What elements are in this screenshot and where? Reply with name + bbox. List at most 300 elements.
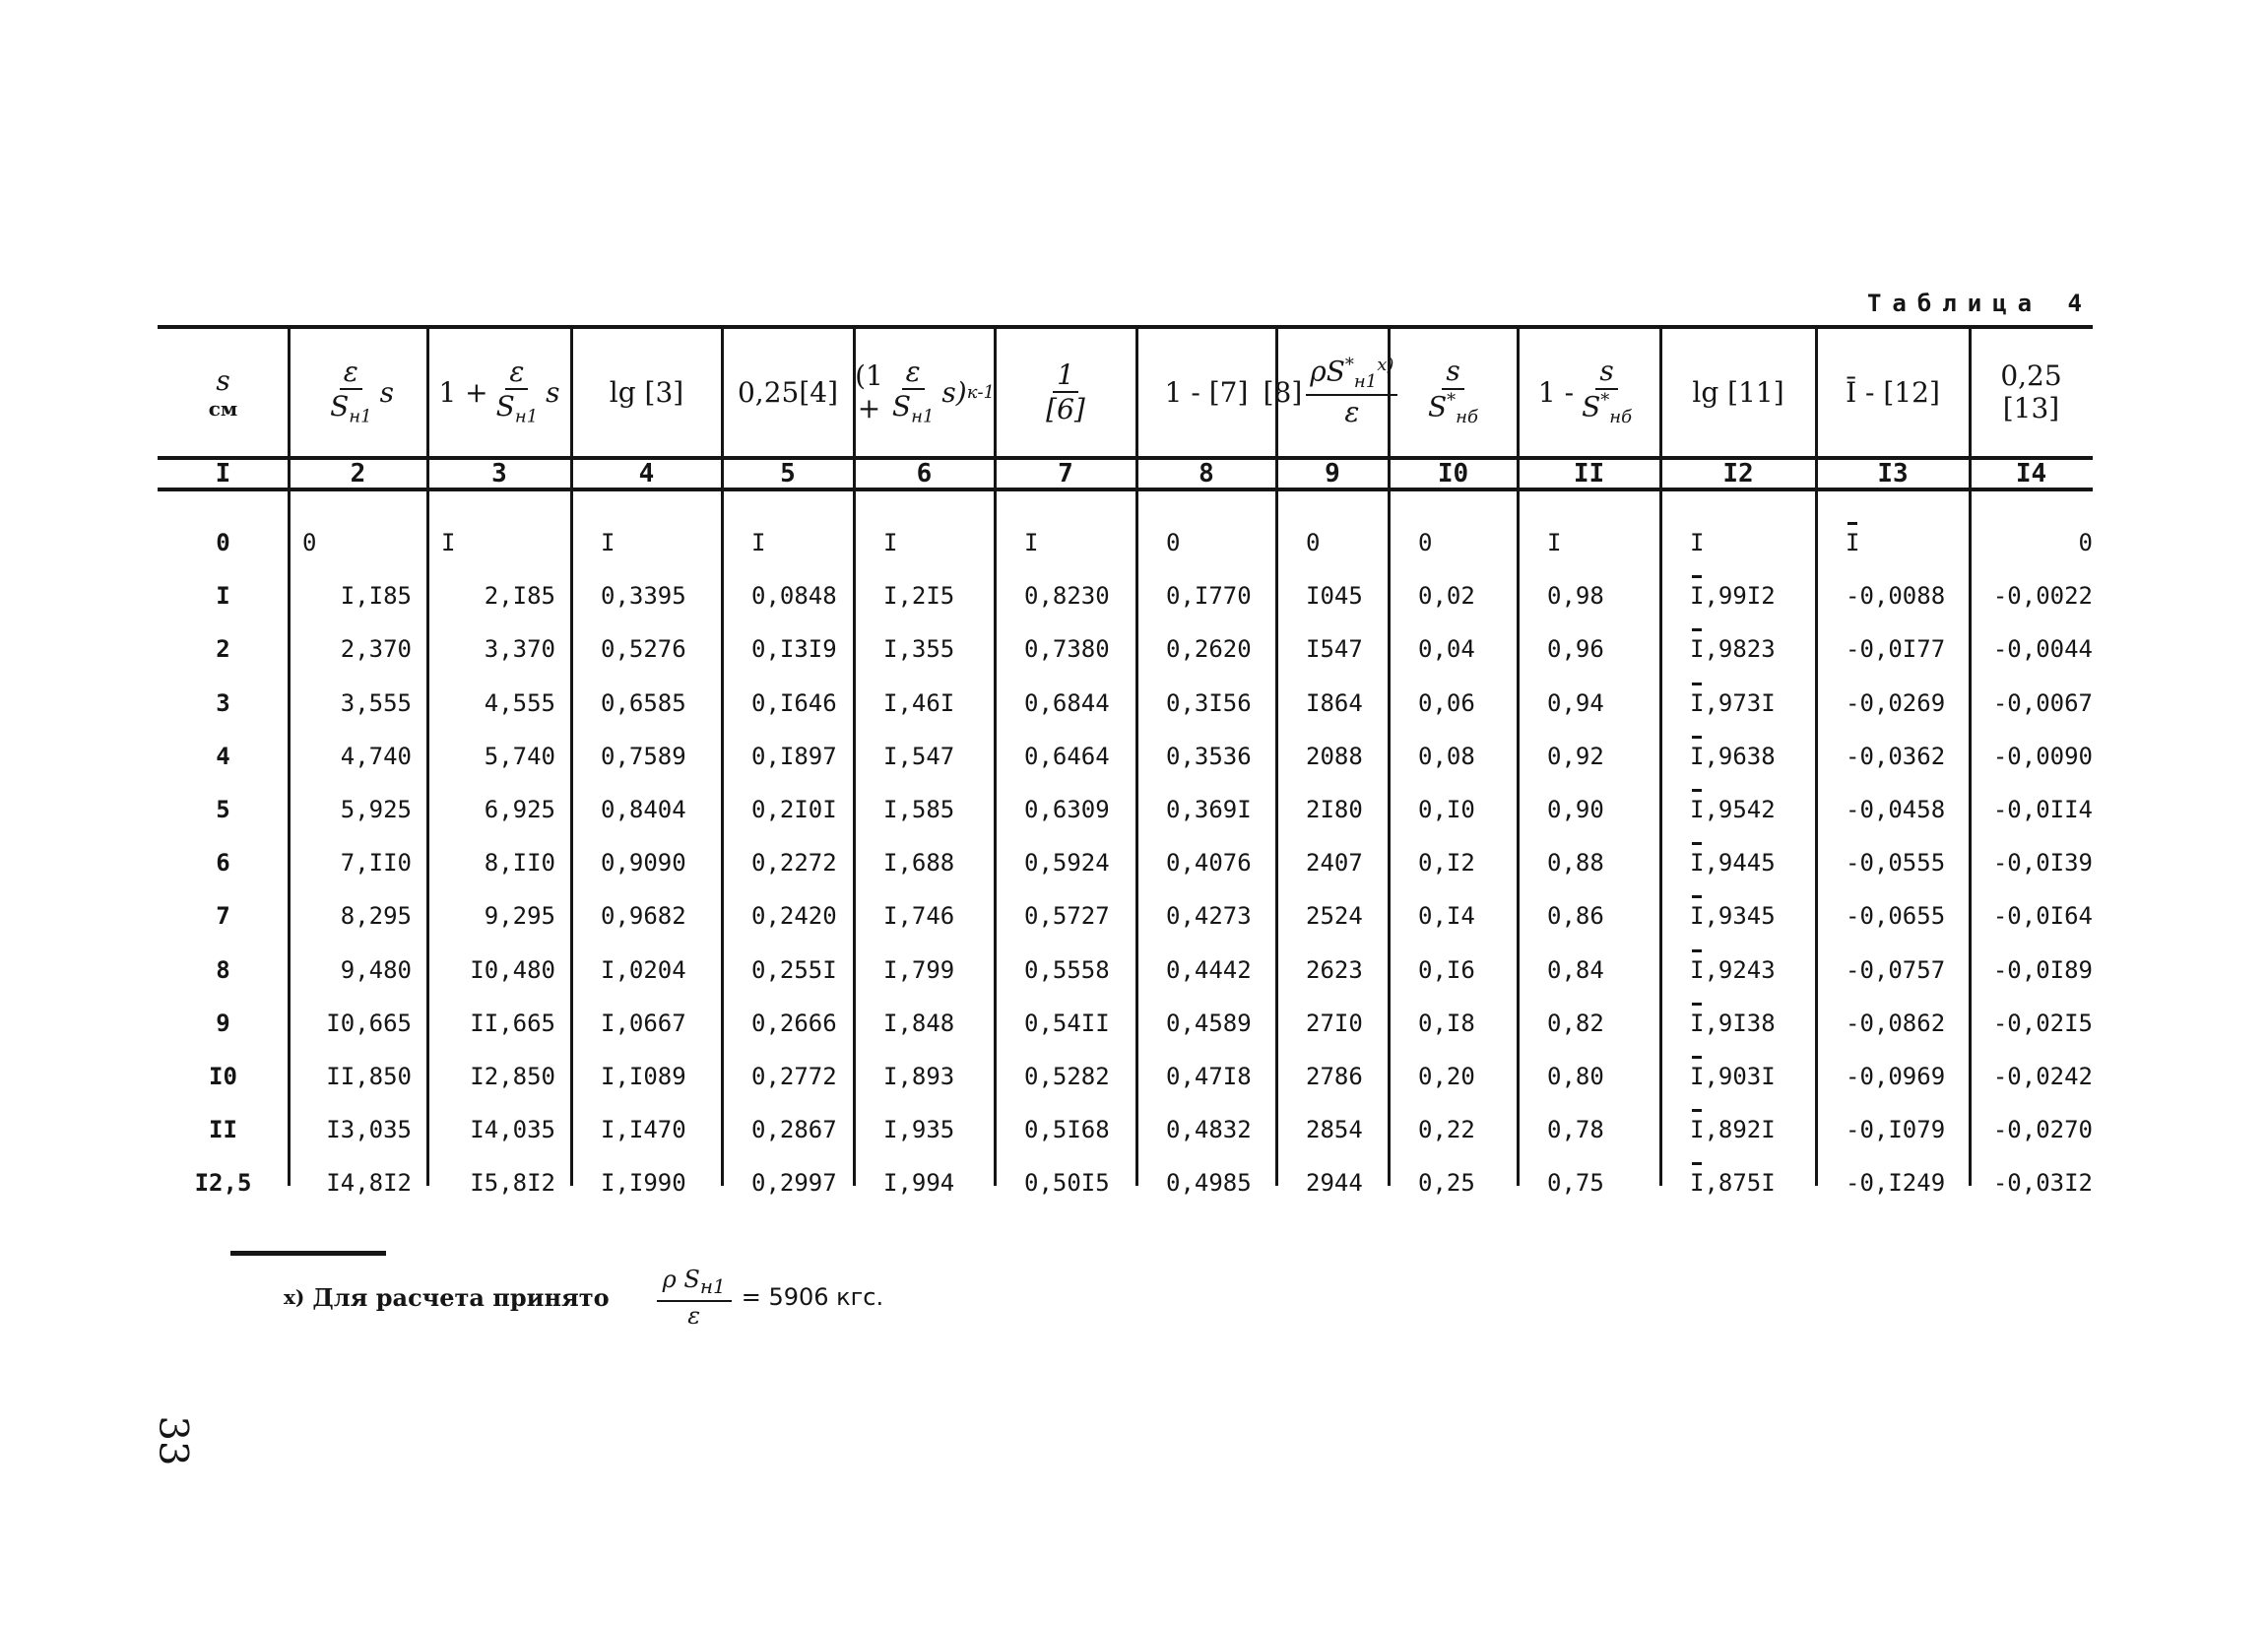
header-exponent: к-1: [966, 381, 995, 403]
table-cell: 0,6464: [1024, 742, 1110, 770]
column-number: 3: [491, 459, 507, 488]
header-cell: [1970, 335, 2093, 449]
bar-digit: I: [1690, 849, 1705, 878]
table-cell: 0,80: [1547, 1063, 1604, 1090]
header-den-text: [6]: [1046, 393, 1085, 425]
table-cell: -0,I079: [1846, 1116, 1946, 1144]
table-cell: 0: [1306, 529, 1321, 556]
table-cell: I,994: [883, 1169, 955, 1198]
column-separator: [1969, 329, 1972, 1186]
column-separator: [1135, 329, 1138, 1186]
header-fraction: [492, 355, 543, 427]
table-cell: 2088: [1306, 742, 1363, 770]
table-cell: II,665: [470, 1009, 555, 1037]
footnote: [284, 1266, 883, 1330]
table-cell: 0,I6: [1418, 955, 1475, 984]
table-cell: I,893: [883, 1063, 955, 1090]
footnote-frac-num: ρ S: [662, 1266, 700, 1293]
table-cell: 0,86: [1547, 902, 1604, 931]
table-cell: 0,6585: [601, 688, 686, 717]
bar-digit: I: [1690, 635, 1705, 664]
footnote-frac-den: ε: [687, 1301, 701, 1330]
table-cell: I: [216, 582, 230, 611]
header-denominator: [492, 390, 543, 426]
column-number: 9: [1325, 459, 1340, 488]
header-symbol: s: [216, 363, 230, 397]
table-cell: 4,555: [484, 688, 555, 717]
table-cell: I,9445: [1690, 849, 1776, 878]
page-number: 33: [150, 1415, 196, 1466]
header-lead: 1 -: [1537, 375, 1575, 409]
table-cell: 0,255I: [751, 955, 837, 984]
table-cell: 0,3395: [601, 582, 686, 611]
table-cell: 0,7380: [1024, 635, 1110, 664]
header-num-text: 1: [1057, 358, 1074, 391]
table-cell: 0,8230: [1024, 582, 1110, 611]
table-cell: -0,0862: [1846, 1009, 1946, 1037]
table-cell: 0,6844: [1024, 688, 1110, 717]
bar-digit: I: [1690, 742, 1705, 770]
table-cell: 0,6309: [1024, 796, 1110, 823]
table-cell: 0,I770: [1166, 582, 1252, 611]
table-cell: 2I80: [1306, 796, 1363, 823]
column-separator: [994, 329, 997, 1186]
table-cell: I,9823: [1690, 635, 1776, 664]
table-cell: -0,0555: [1846, 849, 1946, 878]
table-cell: 0,I3I9: [751, 635, 837, 664]
table-cell: 0,7589: [601, 742, 686, 770]
header-numerator: [1595, 357, 1617, 389]
table-cell: 0,9090: [601, 849, 686, 878]
column-separator: [1659, 329, 1662, 1186]
header-text: 0,25[4]: [737, 375, 838, 409]
table-cell: -0,0022: [1992, 582, 2093, 611]
table-cell: I3,035: [326, 1116, 412, 1144]
table-cell: 0,78: [1547, 1116, 1604, 1144]
footnote-value: = 5906 кгс.: [741, 1283, 884, 1312]
table-cell: I: [1547, 529, 1562, 556]
table-cell: 4: [216, 742, 230, 770]
header-fraction: [1424, 357, 1482, 426]
table-cell: I0,480: [470, 955, 555, 984]
header-cell: [427, 335, 571, 449]
header-denominator: [1424, 390, 1482, 427]
header-lead: [8]: [1263, 375, 1303, 409]
column-separator: [853, 329, 856, 1186]
header-num-text: s: [1446, 355, 1460, 388]
table-cell: I,585: [883, 796, 955, 823]
table-cell: 2,I85: [484, 582, 555, 611]
table-cell: I,I85: [340, 582, 412, 611]
table-cell: II: [209, 1116, 237, 1144]
header-numerator: [505, 355, 528, 390]
header-denominator: [1340, 396, 1363, 429]
table-cell: 0: [302, 529, 317, 556]
table-cell: 0,75: [1547, 1169, 1604, 1198]
table-cell: 9,480: [340, 955, 412, 984]
table-cell: I,46I: [883, 688, 955, 717]
header-num-text: s: [1599, 355, 1614, 388]
table-cell: 0,88: [1547, 849, 1604, 878]
table-cell: 2854: [1306, 1116, 1363, 1144]
table-cell: 5,925: [340, 796, 412, 823]
table-cell: 0,08: [1418, 742, 1475, 770]
table-cell: 5,740: [484, 742, 555, 770]
table-cell: -0,0I77: [1846, 635, 1946, 664]
table-cell: 0,5282: [1024, 1063, 1110, 1090]
table-cell: I: [601, 529, 616, 556]
table-cell: -0,0I64: [1992, 902, 2093, 931]
header-tail: s): [941, 375, 967, 409]
header-denominator: [326, 390, 376, 426]
footnote-mark: x): [284, 1285, 305, 1310]
header-num-text: ε: [905, 355, 921, 388]
table-cell: 27I0: [1306, 1009, 1363, 1037]
table-cell: 6: [216, 849, 230, 878]
header-den-text: S: [891, 389, 912, 423]
table-cell: 0,54II: [1024, 1009, 1110, 1037]
table-cell: 0,I0: [1418, 796, 1475, 823]
table-cell: -0,02I5: [1992, 1009, 2093, 1037]
bar-digit: I: [1690, 688, 1705, 717]
table-cell: I,9I38: [1690, 1009, 1776, 1037]
table-cell: 0,4076: [1166, 849, 1252, 878]
table-cell: I0,665: [326, 1009, 412, 1037]
column-separator: [1275, 329, 1278, 1186]
table-cell: 7,II0: [340, 849, 412, 878]
table-cell: 0,5727: [1024, 902, 1110, 931]
table-cell: 0,5924: [1024, 849, 1110, 878]
table-cell: -0,0969: [1846, 1063, 1946, 1090]
table-cell: 0,84: [1547, 955, 1604, 984]
header-tail: s: [546, 375, 560, 409]
table-cell: 0,0848: [751, 582, 837, 611]
table-cell: I045: [1306, 582, 1363, 611]
footnote-frac-num-sub: н1: [699, 1273, 726, 1298]
table-cell: 0,3536: [1166, 742, 1252, 770]
table-cell: 0: [1166, 529, 1181, 556]
table-cell: 0,I2: [1418, 849, 1475, 878]
table-cell: 0,369I: [1166, 796, 1252, 823]
footnote-text: Для расчета принято: [312, 1282, 610, 1312]
table-cell: 0,04: [1418, 635, 1475, 664]
column-number: 4: [638, 459, 655, 488]
table-cell: 5: [216, 796, 230, 823]
table-cell: I,688: [883, 849, 955, 878]
header-lead: 1 +: [438, 375, 488, 409]
table-cell: 0,2I0I: [751, 796, 837, 823]
header-den-text: S: [495, 389, 515, 423]
header-den-text: ε: [1344, 396, 1360, 429]
table-cell: I,355: [883, 635, 955, 664]
column-number: I: [215, 459, 231, 488]
table-cell: I,547: [883, 742, 955, 770]
header-den-sup: *: [1600, 389, 1610, 411]
table-cell: 0,94: [1547, 688, 1604, 717]
header-num-text: ε: [509, 355, 525, 388]
header-num-text: ρS: [1310, 355, 1345, 388]
table-cell: I,973I: [1690, 688, 1776, 717]
table-cell: 0,2867: [751, 1116, 837, 1144]
table-cell: 0,2997: [751, 1169, 837, 1198]
table-cell: 3,555: [340, 688, 412, 717]
table-cell: 0,I4: [1418, 902, 1475, 931]
column-separator: [1517, 329, 1520, 1186]
header-denominator: [888, 390, 939, 426]
header-text: lg [11]: [1692, 375, 1784, 409]
table-cell: -0,I249: [1846, 1169, 1946, 1198]
footnote-rule: [230, 1251, 386, 1256]
table-cell: 2623: [1306, 955, 1363, 984]
column-separator: [426, 329, 429, 1186]
table-cell: 0,4442: [1166, 955, 1252, 984]
table-cell: -0,0I89: [1992, 955, 2093, 984]
header-numerator: [1306, 357, 1397, 396]
table-cell: I2,850: [470, 1063, 555, 1090]
table-cell: 9: [216, 1009, 230, 1037]
column-number: 6: [916, 459, 933, 488]
table-cell: 0,9682: [601, 902, 686, 931]
table-cell: 0,I8: [1418, 1009, 1475, 1037]
table-cell: 0,22: [1418, 1116, 1475, 1144]
bar-digit: I: [1690, 955, 1705, 984]
table-cell: 2524: [1306, 902, 1363, 931]
table-cell: I5,8I2: [470, 1169, 555, 1198]
table-cell: 0: [2078, 529, 2093, 556]
table-cell: 2407: [1306, 849, 1363, 878]
table-cell: 8,295: [340, 902, 412, 931]
header-cell: [1518, 335, 1660, 449]
bar-digit: I: [1690, 902, 1705, 931]
table-cell: 8: [216, 955, 230, 984]
bar-digit: I: [1690, 1063, 1705, 1090]
column-number: I4: [2015, 459, 2047, 488]
column-separator: [721, 329, 724, 1186]
table-cell: -0,0242: [1992, 1063, 2093, 1090]
table-cell: 0,5I68: [1024, 1116, 1110, 1144]
table-cell: 0,92: [1547, 742, 1604, 770]
bar-digit: I: [1690, 1169, 1705, 1198]
table-cell: 0,4273: [1166, 902, 1252, 931]
header-fraction: [1306, 355, 1397, 429]
header-fraction: [1578, 357, 1636, 426]
column-number: II: [1573, 459, 1605, 488]
table-cell: -0,0269: [1846, 688, 1946, 717]
table-cell: 0,2420: [751, 902, 837, 931]
header-cell: [1660, 335, 1816, 449]
table-cell: I4,8I2: [326, 1169, 412, 1198]
table-cell: 0,2620: [1166, 635, 1252, 664]
table-cell: 0,50I5: [1024, 1169, 1110, 1198]
header-note: x): [1377, 355, 1394, 376]
table-cell: I,0204: [601, 955, 686, 984]
column-number: 2: [350, 459, 366, 488]
header-numerator: [1442, 357, 1463, 389]
header-num-sub: н1: [1353, 371, 1378, 393]
header-den-text: S: [330, 389, 350, 423]
table-cell: I547: [1306, 635, 1363, 664]
table-cell: I,9638: [1690, 742, 1776, 770]
table-cell: I,I990: [601, 1169, 686, 1198]
table-cell: 9,295: [484, 902, 555, 931]
header-denominator: [1042, 393, 1089, 423]
table-cell: 4,740: [340, 742, 412, 770]
table-cell: I,I470: [601, 1116, 686, 1144]
table-cell: I4,035: [470, 1116, 555, 1144]
table-cell: -0,0090: [1992, 742, 2093, 770]
header-den-sub: н1: [514, 406, 539, 427]
table-cell: 0: [1418, 529, 1433, 556]
table-cell: 0,96: [1547, 635, 1604, 664]
header-numerator: [1053, 360, 1078, 393]
column-separator: [1815, 329, 1818, 1186]
table-cell: I,892I: [1690, 1116, 1776, 1144]
table-cell: I0: [209, 1063, 237, 1090]
table-cell: I,I089: [601, 1063, 686, 1090]
header-den-sub: нб: [1609, 406, 1633, 427]
bar-digit: I: [1846, 529, 1860, 556]
header-cell: [1389, 335, 1518, 449]
table-cell: -0,0458: [1846, 796, 1946, 823]
table-cell: 0,I646: [751, 688, 837, 717]
header-text: 0,25 [13]: [2000, 359, 2062, 424]
header-fraction: [1042, 360, 1089, 424]
bar-digit: I: [1690, 1009, 1705, 1037]
table-cell: I,848: [883, 1009, 955, 1037]
header-cell: [1263, 335, 1394, 449]
table-cell: 0,2666: [751, 1009, 837, 1037]
table-cell: 0,8404: [601, 796, 686, 823]
column-separator: [1388, 329, 1391, 1186]
table-cell: -0,0757: [1846, 955, 1946, 984]
table-cell: I,875I: [1690, 1169, 1776, 1198]
table-caption: Таблица 4: [1866, 290, 2093, 317]
table-cell: 0,47I8: [1166, 1063, 1252, 1090]
header-num-text: ε: [343, 355, 358, 388]
table-cell: -0,0362: [1846, 742, 1946, 770]
table-cell: 0,90: [1547, 796, 1604, 823]
bar-digit: I: [1690, 1116, 1705, 1144]
header-cell: [158, 335, 289, 449]
table-cell: 8,II0: [484, 849, 555, 878]
table-rule: [158, 325, 2093, 329]
header-text: Ī - [12]: [1846, 375, 1940, 409]
header-tail: s: [379, 375, 394, 409]
column-number: 8: [1199, 459, 1214, 488]
header-cell: [1136, 335, 1276, 449]
table-cell: 0,5558: [1024, 955, 1110, 984]
table-cell: I: [1024, 529, 1039, 556]
column-number: 7: [1058, 459, 1073, 488]
table-cell: I: [883, 529, 898, 556]
column-number: I3: [1877, 459, 1909, 488]
table-cell: I,9542: [1690, 796, 1776, 823]
table-cell: I864: [1306, 688, 1363, 717]
column-separator: [570, 329, 573, 1186]
column-number: I2: [1722, 459, 1754, 488]
table-cell: -0,0II4: [1992, 796, 2093, 823]
table-cell: I: [1690, 529, 1705, 556]
table-cell: -0,0655: [1846, 902, 1946, 931]
table-cell: 0,4589: [1166, 1009, 1252, 1037]
table-cell: 0,20: [1418, 1063, 1475, 1090]
header-den-sub: н1: [349, 406, 372, 427]
table-cell: 0,06: [1418, 688, 1475, 717]
header-denominator: [1578, 390, 1636, 427]
header-unit: см: [208, 396, 238, 421]
table-cell: -0,03I2: [1992, 1169, 2093, 1198]
table-cell: 0: [216, 529, 230, 556]
table-cell: -0,0270: [1992, 1116, 2093, 1144]
table-cell: I2,5: [194, 1169, 252, 1198]
table-cell: -0,0088: [1846, 582, 1946, 611]
table-cell: 0,3I56: [1166, 688, 1252, 717]
table-cell: I,903I: [1690, 1063, 1776, 1090]
table-cell: 0,2772: [751, 1063, 837, 1090]
table-cell: 2786: [1306, 1063, 1363, 1090]
header-cell: [854, 335, 995, 449]
header-cell: [571, 335, 722, 449]
header-den-sub: н1: [911, 406, 935, 427]
bar-digit: I: [1690, 796, 1705, 823]
table-cell: 0,4985: [1166, 1169, 1252, 1198]
header-numerator: [340, 355, 362, 390]
header-lead: (1 +: [855, 359, 883, 424]
table-cell: 0,I897: [751, 742, 837, 770]
header-den-text: S: [1582, 390, 1601, 423]
header-cell: [995, 335, 1136, 449]
table-cell: 3: [216, 688, 230, 717]
table-cell: I,2I5: [883, 582, 955, 611]
table-cell: -0,0I39: [1992, 849, 2093, 878]
table-cell: II,850: [326, 1063, 412, 1090]
table-cell: -0,0067: [1992, 688, 2093, 717]
header-text: 1 - [7]: [1164, 375, 1249, 409]
table-cell: I,0667: [601, 1009, 686, 1037]
table-cell: 2,370: [340, 635, 412, 664]
table-cell: 0,2272: [751, 849, 837, 878]
table-cell: -0,0044: [1992, 635, 2093, 664]
table-cell: [1846, 528, 1859, 557]
table-cell: I,799: [883, 955, 955, 984]
header-den-sub: нб: [1456, 406, 1479, 427]
header-cell: [1816, 335, 1970, 449]
table-cell: I,99I2: [1690, 582, 1776, 611]
table-cell: I,746: [883, 902, 955, 931]
header-numerator: [902, 355, 925, 390]
header-den-text: S: [1427, 390, 1448, 423]
header-den-sup: *: [1447, 389, 1457, 411]
footnote-fraction: [657, 1266, 732, 1330]
header-cell: [289, 335, 427, 449]
table-cell: 3,370: [484, 635, 555, 664]
header-num-sup: *: [1344, 355, 1354, 376]
header-fraction: [888, 355, 939, 427]
table-cell: I,9345: [1690, 902, 1776, 931]
table-cell: I: [751, 529, 766, 556]
table-cell: 2: [216, 635, 230, 664]
column-number: I0: [1437, 459, 1469, 488]
table-cell: 7: [216, 902, 230, 931]
header-text: lg [3]: [609, 375, 684, 409]
table-cell: 0,5276: [601, 635, 686, 664]
table-cell: I,9243: [1690, 955, 1776, 984]
table-cell: 6,925: [484, 796, 555, 823]
header-cell: [722, 335, 854, 449]
table-cell: 0,98: [1547, 582, 1604, 611]
table-cell: 0,4832: [1166, 1116, 1252, 1144]
table-cell: 2944: [1306, 1169, 1363, 1198]
